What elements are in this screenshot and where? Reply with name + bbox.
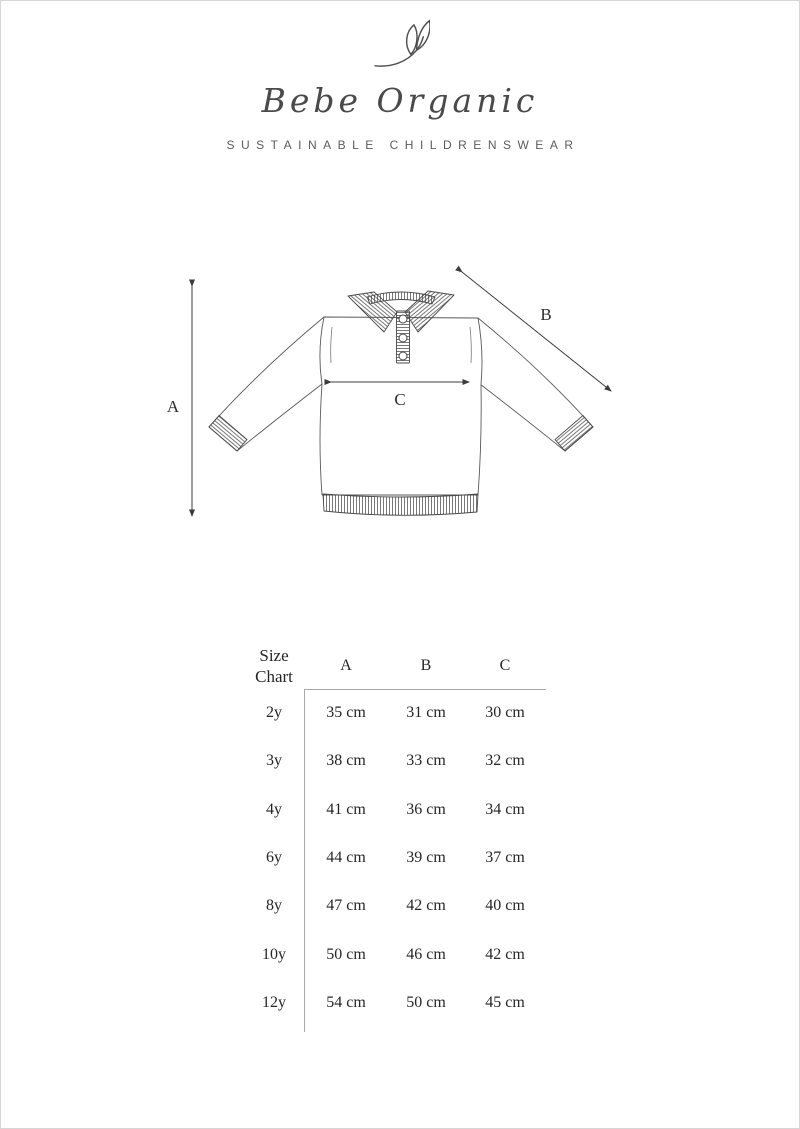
size-cell: 2y [266,704,282,722]
value-b: 42 cm [406,897,446,915]
value-a: 54 cm [326,993,366,1011]
column-header-a: A [340,657,352,674]
value-c: 37 cm [485,849,525,867]
value-a: 41 cm [326,800,366,818]
value-c: 32 cm [485,752,525,770]
garment-measurement-diagram [1,251,800,551]
table-row [244,930,546,978]
brand-tagline: SUSTAINABLE CHILDRENSWEAR [226,138,580,152]
table-row [244,834,546,882]
value-b: 50 cm [406,993,446,1011]
size-chart-table [244,643,546,1027]
table-top-rule [304,689,546,690]
value-c: 45 cm [485,993,525,1011]
table-row [244,786,546,834]
button-icon [399,334,407,342]
value-b: 46 cm [406,945,446,963]
value-c: 40 cm [485,897,525,915]
size-cell: 4y [266,800,282,818]
leaf-branch-icon [372,15,430,69]
table-row [244,882,546,930]
button-icon [399,352,407,360]
table-row [244,689,546,737]
value-a: 47 cm [326,897,366,915]
chest-label: C [394,390,406,409]
height-label: A [166,397,180,416]
sleeve-label: B [540,305,552,324]
value-b: 31 cm [406,704,446,722]
table-row [244,979,546,1027]
table-row [244,737,546,785]
value-a: 50 cm [326,945,366,963]
table-left-rule [304,689,305,1032]
size-cell: 8y [266,897,282,915]
column-header-c: C [499,657,511,674]
table-header-row [244,643,546,689]
size-cell: 3y [266,752,282,770]
value-a: 38 cm [326,752,366,770]
value-b: 39 cm [406,849,446,867]
size-cell: 10y [262,945,286,963]
column-header-b: B [420,657,432,674]
placket-buttons [399,315,407,360]
value-b: 33 cm [406,752,446,770]
value-a: 44 cm [326,849,366,867]
value-b: 36 cm [406,800,446,818]
size-cell: 12y [262,993,286,1011]
table-title: Size Chart [255,646,293,686]
value-c: 30 cm [485,704,525,722]
value-c: 34 cm [485,800,525,818]
hem-band [323,494,478,515]
button-icon [399,315,407,323]
brand-name: Bebe Organic [261,81,539,120]
value-a: 35 cm [326,704,366,722]
size-cell: 6y [266,849,282,867]
value-c: 42 cm [485,945,525,963]
